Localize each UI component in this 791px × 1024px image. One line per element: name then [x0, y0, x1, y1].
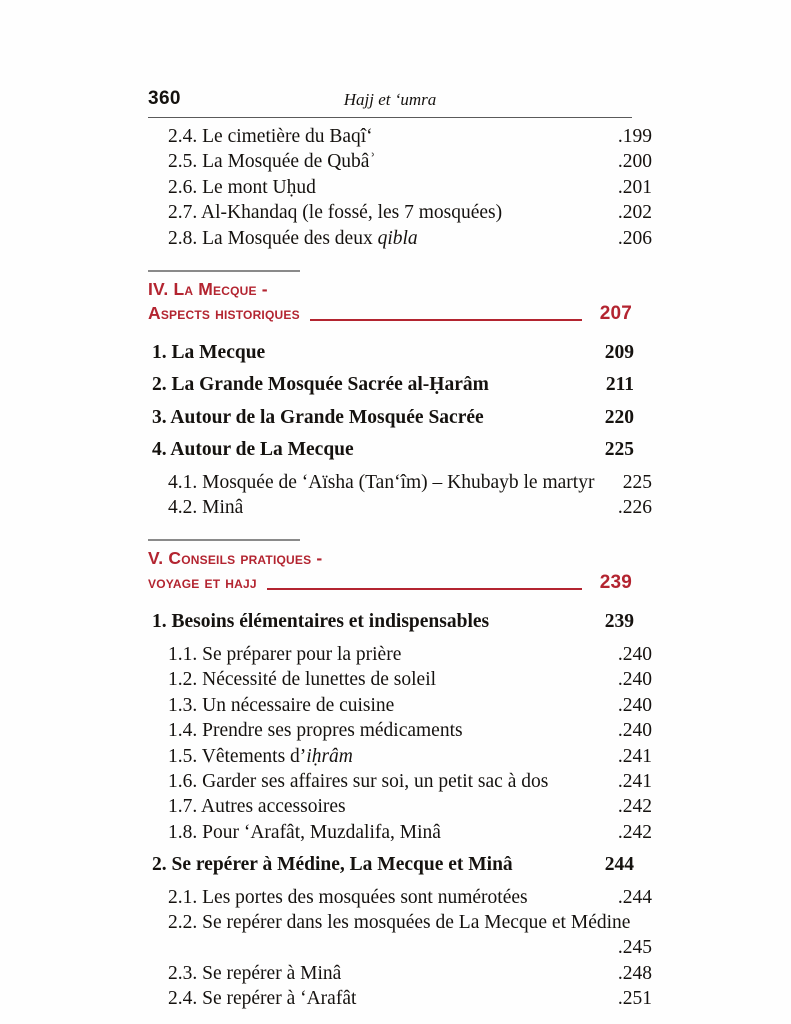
toc-leader-dots — [447, 837, 604, 838]
toc-entry-label-italic: qibla — [377, 227, 418, 249]
toc-entry-page-number: .251 — [617, 988, 652, 1010]
toc-entry[interactable] — [148, 961, 652, 986]
toc-leader-dashes — [497, 626, 578, 627]
section-heading-line-2 — [148, 301, 632, 326]
toc-entry-page-number: .241 — [617, 770, 652, 792]
toc-leader-dots — [322, 192, 604, 193]
toc-entry-page-number: 211 — [605, 374, 634, 396]
toc-entry-label: 2.6. Le mont Uḥud — [168, 176, 316, 198]
toc-entry-label: 1.5. Vêtements d’iḥrâm — [168, 745, 353, 767]
toc-entry-page-number: 220 — [604, 406, 634, 428]
toc-entry[interactable] — [148, 149, 652, 174]
toc-entry[interactable] — [148, 609, 636, 634]
section-top-rule — [148, 539, 300, 541]
toc-entry-page-number: .240 — [617, 669, 652, 691]
toc-entry-page-number: .226 — [617, 497, 652, 519]
toc-leader-dots — [359, 761, 604, 762]
running-head-title: Hajj et ʻumra — [343, 90, 437, 109]
toc-entry-label: 1.1. Se préparer pour la prière — [168, 643, 402, 665]
toc-entry-label: 2.8. La Mosquée des deux qibla — [168, 227, 418, 249]
toc-leader-dots — [407, 659, 604, 660]
section-heading-line-1: V. Conseils pratiques - — [148, 548, 323, 569]
toc-entry-label: 2. Se repérer à Médine, La Mecque et Minâ — [152, 854, 513, 876]
toc-leader-dots — [347, 978, 604, 979]
toc-entry[interactable] — [148, 200, 652, 225]
table-of-contents — [148, 124, 652, 1012]
toc-entry-page-number: 225 — [622, 471, 652, 493]
toc-entry-page-number: .201 — [617, 176, 652, 198]
section-heading-line-1: IV. La Mecque - — [148, 279, 268, 300]
toc-entry-label: 1. La Mecque — [152, 342, 266, 364]
toc-entry-label: 1.6. Garder ses affaires sur soi, un petit sac à dos — [168, 770, 549, 792]
toc-entry-page-number: .242 — [617, 821, 652, 843]
toc-entry-label: 2.1. Les portes des mosquées sont numérotées — [168, 886, 528, 908]
toc-entry[interactable] — [148, 718, 652, 743]
toc-entry-label: 1.8. Pour ʻArafât, Muzdalifa, Minâ — [168, 821, 441, 843]
toc-entry-page-number: .206 — [617, 227, 652, 249]
section-top-rule — [148, 270, 300, 272]
toc-entry-page-number: .240 — [617, 643, 652, 665]
toc-entry[interactable] — [148, 405, 636, 430]
toc-entry-page-number: .245 — [617, 937, 652, 959]
toc-entry[interactable] — [148, 794, 652, 819]
toc-entry-label-italic: iḥrâm — [306, 745, 353, 767]
header-divider-rule — [148, 117, 632, 118]
toc-entry-label: 4. Autour de La Mecque — [152, 439, 354, 461]
toc-entry[interactable] — [148, 667, 652, 692]
toc-entry-label: 2.4. Le cimetière du Baqîʻ — [168, 126, 373, 147]
toc-entry-label: 3. Autour de la Grande Mosquée Sacrée — [152, 406, 484, 428]
toc-leader-dots — [174, 952, 604, 953]
toc-section-heading[interactable] — [148, 539, 632, 595]
toc-entry[interactable] — [148, 820, 652, 845]
toc-entry-page-number: 225 — [604, 439, 634, 461]
section-heading-text: Aspects historiques — [148, 303, 300, 324]
toc-leader-dots — [508, 217, 604, 218]
toc-leader-dots — [534, 902, 604, 903]
section-page-number: 207 — [599, 303, 632, 325]
toc-entry-label: 2.7. Al-Khandaq (le fossé, les 7 mosquées) — [168, 202, 503, 224]
running-header — [148, 88, 632, 118]
page-folio-number: 360 — [148, 88, 181, 109]
toc-entry-label: 1.2. Nécessité de lunettes de soleil — [168, 669, 437, 691]
toc-entry-page-number: .240 — [617, 694, 652, 716]
toc-entry-page-number: .242 — [617, 796, 652, 818]
toc-entry[interactable] — [148, 226, 652, 251]
toc-entry-label: 2.2. Se repérer dans les mosquées de La Mecque et Médine — [168, 911, 631, 933]
toc-entry[interactable] — [148, 124, 652, 149]
toc-entry-page-number: 239 — [604, 611, 634, 633]
toc-entry-label: 4.2. Minâ — [168, 497, 244, 519]
toc-section-heading[interactable] — [148, 270, 632, 326]
toc-entry-page-number: .248 — [617, 962, 652, 984]
section-heading-line-2 — [148, 570, 632, 595]
toc-entry[interactable] — [148, 852, 636, 877]
toc-entry-label: 2.5. La Mosquée de Qubâʾ — [168, 151, 376, 173]
toc-entry-page-number: 244 — [604, 854, 634, 876]
toc-entry-page-number: .244 — [617, 886, 652, 908]
toc-leader-dashes — [492, 422, 578, 423]
toc-entry[interactable] — [148, 470, 652, 495]
toc-entry-label: 1. Besoins élémentaires et indispensables — [152, 611, 490, 633]
toc-leader-dashes — [497, 389, 578, 390]
toc-entry-label: 1.7. Autres accessoires — [168, 796, 346, 818]
toc-entry[interactable] — [148, 935, 652, 960]
toc-leader-dots — [362, 1003, 604, 1004]
section-page-number: 239 — [599, 572, 632, 594]
toc-leader-dots — [554, 786, 604, 787]
toc-entry[interactable] — [148, 693, 652, 718]
toc-entry[interactable] — [148, 175, 652, 200]
toc-entry[interactable] — [148, 986, 652, 1011]
section-leader-rule — [310, 318, 582, 319]
toc-entry-label: 4.1. Mosquée de ʻAïsha (Tanʻîm) – Khubayb le martyr — [168, 471, 595, 493]
section-leader-rule — [267, 587, 582, 588]
toc-entry-page-number: .202 — [617, 202, 652, 224]
toc-entry[interactable] — [148, 372, 636, 397]
toc-entry-page-number: .200 — [617, 151, 652, 173]
toc-leader-dots — [382, 166, 604, 167]
toc-entry-page-number: 209 — [604, 342, 634, 364]
toc-leader-dots — [424, 243, 604, 244]
toc-entry-label: 2.4. Se repérer à ʻArafât — [168, 988, 357, 1010]
toc-leader-dashes — [273, 357, 578, 358]
toc-entry[interactable] — [148, 340, 636, 365]
toc-leader-dots — [469, 735, 604, 736]
toc-entry[interactable] — [148, 437, 636, 462]
toc-entry-label: 1.4. Prendre ses propres médicaments — [168, 720, 463, 742]
toc-leader-dashes — [521, 869, 578, 870]
section-heading-text: voyage et hajj — [148, 572, 257, 593]
toc-entry[interactable] — [148, 495, 652, 520]
toc-leader-dots — [249, 512, 604, 513]
toc-leader-dots — [442, 684, 604, 685]
toc-leader-dots — [352, 811, 604, 812]
toc-entry-page-number: .199 — [617, 126, 652, 147]
toc-entry-label: 2. La Grande Mosquée Sacrée al-Ḥarâm — [152, 374, 489, 396]
toc-entry-label: 1.3. Un nécessaire de cuisine — [168, 694, 395, 716]
toc-entry-page-number: .241 — [617, 745, 652, 767]
toc-entry[interactable] — [148, 642, 652, 667]
toc-entry-page-number: .240 — [617, 720, 652, 742]
toc-leader-dots — [400, 710, 604, 711]
toc-leader-dots — [379, 141, 604, 142]
toc-entry[interactable] — [148, 769, 652, 794]
toc-entry[interactable] — [148, 885, 652, 910]
toc-leader-dashes — [362, 454, 578, 455]
toc-entry-label: 2.3. Se repérer à Minâ — [168, 962, 342, 984]
toc-entry[interactable] — [148, 910, 652, 935]
toc-entry[interactable] — [148, 744, 652, 769]
